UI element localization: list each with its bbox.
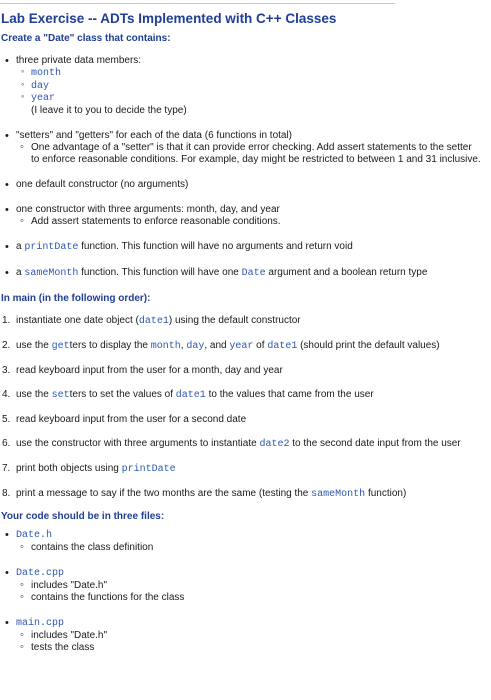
text: a bbox=[16, 240, 25, 252]
text: function. This function will have one bbox=[78, 266, 242, 278]
data-members-list bbox=[16, 67, 481, 105]
list-item bbox=[1, 130, 481, 166]
list-item bbox=[1, 365, 481, 377]
list-item bbox=[1, 414, 481, 426]
text: to the second date input from the user bbox=[289, 437, 461, 449]
step-number: 2. bbox=[2, 339, 11, 351]
list-item bbox=[16, 80, 481, 93]
list-item: ◦ One advantage of a "setter" is that it can provide error checking. Add assert statements to the setter to enforce reasonable conditions. For example, day might be restricted to between 1 and 31 inclusive. bbox=[16, 142, 481, 166]
text: a bbox=[16, 266, 25, 278]
text: function) bbox=[365, 487, 407, 499]
page-title: Lab Exercise -- ADTs Implemented with C++ Classes bbox=[1, 11, 337, 26]
text: use the bbox=[16, 339, 52, 351]
list-item bbox=[16, 67, 481, 80]
list-item bbox=[16, 92, 481, 105]
text: instantiate one date object ( bbox=[16, 314, 139, 326]
code-day: day bbox=[31, 80, 50, 92]
ctor-sublist bbox=[16, 216, 481, 228]
list-item: ◦ Add assert statements to enforce reasonable conditions. bbox=[16, 216, 481, 228]
list-item bbox=[1, 463, 481, 476]
create-heading: Create a "Date" class that contains: bbox=[1, 33, 171, 44]
text: use the bbox=[16, 388, 52, 400]
code-year: year bbox=[31, 93, 56, 104]
data-members-label: three private data members: bbox=[16, 55, 142, 66]
code-date1: date1 bbox=[138, 315, 169, 327]
files-heading: Your code should be in three files: bbox=[1, 510, 165, 522]
list-item bbox=[1, 529, 481, 554]
step-number: 8. bbox=[2, 487, 11, 499]
top-divider bbox=[0, 3, 395, 4]
step-number: 4. bbox=[2, 388, 11, 400]
list-item: ◦ includes "Date.h" bbox=[16, 580, 481, 592]
requirements-list bbox=[1, 55, 481, 280]
list-item bbox=[1, 438, 481, 451]
code-month: month bbox=[150, 340, 181, 352]
list-item bbox=[1, 567, 481, 604]
file-date-h: Date.h bbox=[16, 529, 53, 541]
file-sublist bbox=[16, 580, 481, 604]
code-samemonth: sameMonth bbox=[311, 488, 366, 500]
code-samemonth: sameMonth bbox=[24, 267, 79, 279]
text: read keyboard input from the user for a second date bbox=[16, 413, 247, 425]
list-item bbox=[1, 315, 481, 328]
text: to the values that came from the user bbox=[205, 388, 374, 400]
code-day: day bbox=[186, 340, 205, 352]
step-number: 5. bbox=[2, 413, 11, 425]
code-date: Date bbox=[241, 267, 266, 279]
list-item: ◦ contains the class definition bbox=[16, 542, 481, 554]
files-list bbox=[1, 529, 481, 654]
main-heading: In main (in the following order): bbox=[1, 292, 151, 304]
text: of bbox=[253, 339, 268, 351]
text: ters to display the bbox=[69, 339, 151, 351]
code-get: get bbox=[51, 340, 70, 352]
step-number: 7. bbox=[2, 462, 11, 474]
text: use the constructor with three arguments to instantiate bbox=[16, 437, 260, 449]
file-date-cpp: Date.cpp bbox=[16, 567, 65, 579]
type-note: (I leave it to you to decide the type) bbox=[31, 104, 187, 116]
step-number: 3. bbox=[2, 364, 11, 376]
text: print a message to say if the two months are the same (testing the bbox=[16, 487, 312, 499]
text: (should print the default values) bbox=[297, 339, 440, 351]
list-item bbox=[1, 340, 481, 353]
list-item bbox=[1, 55, 481, 117]
code-printdate: printDate bbox=[121, 463, 176, 475]
text: ) using the default constructor bbox=[168, 314, 301, 326]
code-date1: date1 bbox=[267, 340, 298, 352]
main-steps-list bbox=[1, 315, 481, 501]
text: ters to set the values of bbox=[69, 388, 176, 400]
file-main-cpp: main.cpp bbox=[16, 617, 65, 629]
code-month: month bbox=[31, 68, 62, 79]
ctor-text: one constructor with three arguments: month, day, and year bbox=[16, 203, 280, 215]
list-item: ◦ contains the functions for the class bbox=[16, 592, 481, 604]
file-sublist bbox=[16, 630, 481, 654]
code-year: year bbox=[229, 340, 254, 352]
list-item bbox=[1, 241, 481, 254]
code-set: set bbox=[51, 389, 70, 401]
text: argument and a boolean return type bbox=[265, 266, 428, 278]
document-body bbox=[1, 13, 481, 667]
list-item: ◦ tests the class bbox=[16, 642, 481, 654]
setters-sublist bbox=[16, 142, 481, 166]
text: , and bbox=[204, 339, 230, 351]
list-item bbox=[1, 617, 481, 654]
code-printdate: printDate bbox=[24, 241, 79, 253]
code-date2: date2 bbox=[259, 438, 290, 450]
list-item: • one default constructor (no arguments) bbox=[1, 179, 481, 191]
step-number: 6. bbox=[2, 437, 11, 449]
text: , bbox=[180, 339, 187, 351]
list-item bbox=[1, 488, 481, 501]
text: function. This function will have no arguments and return void bbox=[78, 240, 353, 252]
file-sublist bbox=[16, 542, 481, 554]
code-date1: date1 bbox=[175, 389, 206, 401]
list-item: ◦ includes "Date.h" bbox=[16, 630, 481, 642]
setters-text: "setters" and "getters" for each of the data (6 functions in total) bbox=[16, 129, 293, 141]
step-number: 1. bbox=[2, 314, 11, 326]
list-item bbox=[1, 267, 481, 280]
list-item bbox=[1, 389, 481, 402]
text: read keyboard input from the user for a month, day and year bbox=[16, 364, 283, 376]
list-item bbox=[1, 204, 481, 228]
text: print both objects using bbox=[16, 462, 122, 474]
